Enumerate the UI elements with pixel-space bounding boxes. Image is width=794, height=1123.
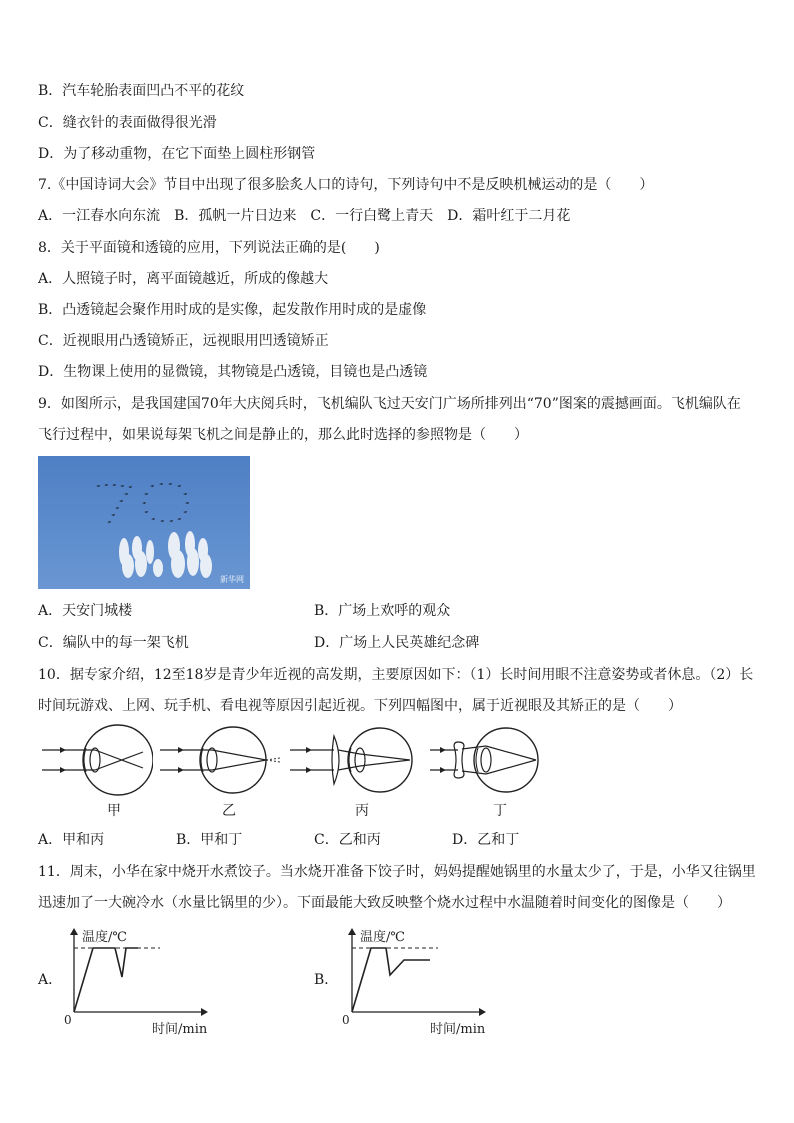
q11-option-a-label: A． (38, 972, 63, 988)
q8-option-a: A．人照镜子时，离平面镜越近，所成的像越大 (38, 271, 329, 287)
figure-label-jia: 甲 (107, 803, 121, 819)
q10-option-d: D．乙和丁 (452, 832, 520, 848)
q11-graph-b-xlabel: 时间/min (430, 1022, 486, 1037)
q11-graph-a (60, 925, 235, 1040)
q11-graph-a-ylabel: 温度/℃ (82, 930, 127, 945)
eye-diagram-yi (158, 720, 283, 800)
q9-stem-line2: 飞行过程中，如果说每架飞机之间是静止的，那么此时选择的参照物是（ ） (38, 427, 528, 443)
q10-stem-line2: 时间玩游戏、上网、玩手机、看电视等原因引起近视。下列四幅图中，属于近视眼及其矫正的是（ ） (38, 698, 682, 714)
q7-options: A．一江春水向东流 B．孤帆一片日边来 C．一行白鹭上青天 D．霜叶红于二月花 (38, 208, 571, 224)
q11-graph-a-xlabel: 时间/min (152, 1022, 208, 1037)
q7-stem: 7.《中国诗词大会》节目中出现了很多脍炙人口的诗句，下列诗句中不是反映机械运动的是（ ） (38, 177, 654, 193)
q6-option-d: D．为了移动重物，在它下面垫上圆柱形钢管 (38, 146, 316, 162)
q9-option-d: D．广场上人民英雄纪念碑 (314, 635, 480, 651)
q6-option-c: C．缝衣针的表面做得很光滑 (38, 115, 217, 131)
q6-option-b: B．汽车轮胎表面凹凸不平的花纹 (38, 83, 245, 99)
q11-option-b-label: B． (314, 972, 339, 988)
q8-option-d: D．生物课上使用的显微镜，其物镜是凸透镜，目镜也是凸透镜 (38, 364, 428, 380)
q11-graph-b-origin: 0 (342, 1013, 350, 1027)
q10-option-a: A．甲和丙 (38, 832, 105, 848)
q8-stem: 8．关于平面镜和透镜的应用，下列说法正确的是( ) (38, 240, 380, 256)
figure-label-ding: 丁 (493, 803, 507, 819)
photo-watermark: 新华网 (220, 575, 244, 584)
figure-label-bing: 丙 (355, 803, 369, 819)
q9-parade-photo (38, 456, 250, 589)
q11-stem-line1: 11．周末，小华在家中烧开水煮饺子。当水烧开准备下饺子时，妈妈提醒她锅里的水量太少了，于是，小华又往锅里 (38, 864, 756, 880)
aircraft-formation-illustration (38, 456, 250, 589)
q9-option-c: C．编队中的每一架飞机 (38, 635, 189, 651)
eye-diagram-jia (38, 720, 153, 800)
figure-label-yi: 乙 (222, 803, 236, 819)
eye-diagram-ding (428, 720, 543, 800)
q10-option-b: B．甲和丁 (176, 832, 243, 848)
q10-stem-line1: 10．据专家介绍，12至18岁是青少年近视的高发期，主要原因如下：（1）长时间用眼不注意姿势或者休息。（2）长 (38, 667, 754, 683)
q11-stem-line2: 迅速加了一大碗冷水（水量比锅里的少）。下面最能大致反映整个烧水过程中水温随着时间变化的图像是（ ） (38, 895, 731, 911)
q9-option-b: B．广场上欢呼的观众 (314, 603, 451, 619)
q8-option-b: B．凸透镜起会聚作用时成的是实像，起发散作用时成的是虚像 (38, 302, 427, 318)
q9-stem-line1: 9．如图所示，是我国建国70年大庆阅兵时，飞机编队飞过天安门广场所排列出“70”图案的震撼画面。飞机编队在 (38, 396, 741, 412)
eye-diagram-bing (288, 720, 418, 800)
q11-graph-b (338, 925, 513, 1040)
q9-option-a: A．天安门城楼 (38, 603, 133, 619)
q10-option-c: C．乙和丙 (314, 832, 381, 848)
q11-graph-b-ylabel: 温度/℃ (360, 930, 405, 945)
q11-graph-a-origin: 0 (64, 1013, 72, 1027)
q8-option-c: C．近视眼用凸透镜矫正，远视眼用凹透镜矫正 (38, 333, 329, 349)
